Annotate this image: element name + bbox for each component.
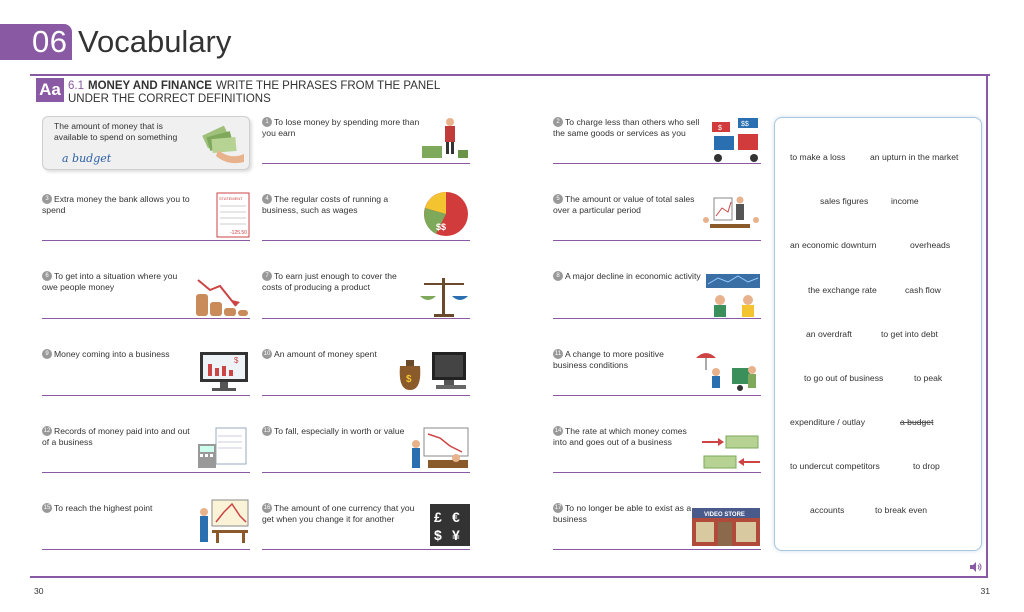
phrase[interactable]: the exchange rate xyxy=(808,285,877,295)
definition-item: 17 To no longer be able to exist as a business xyxy=(553,503,692,524)
peak-chart-icon xyxy=(198,498,250,546)
balance-scale-icon xyxy=(418,274,470,318)
money-hand-icon xyxy=(200,120,246,164)
svg-text:$: $ xyxy=(406,374,412,385)
answer-line[interactable] xyxy=(262,549,470,550)
answer-line[interactable] xyxy=(553,318,761,319)
phrase[interactable]: an upturn in the market xyxy=(870,152,959,162)
answer-line[interactable] xyxy=(42,472,250,473)
phrase[interactable]: an economic downturn xyxy=(790,240,877,250)
answer-line[interactable] xyxy=(553,240,761,241)
definition-item: 9 Money coming into a business xyxy=(42,349,192,360)
stock-screens-icon xyxy=(704,272,762,318)
answer-line[interactable] xyxy=(262,163,470,164)
answer-line[interactable] xyxy=(42,395,250,396)
svg-text:$$: $$ xyxy=(436,222,447,232)
svg-text:¥: ¥ xyxy=(452,527,460,543)
answer-line[interactable] xyxy=(553,472,761,473)
definition-item: 5 The amount or value of total sales over a particular period xyxy=(553,194,695,215)
man-losing-money-icon xyxy=(420,116,470,162)
definition-item: 6 To get into a situation where you owe people money xyxy=(42,271,178,292)
answer-line[interactable] xyxy=(42,549,250,550)
svg-text:$: $ xyxy=(234,356,239,365)
answer-line[interactable] xyxy=(42,240,250,241)
phrase[interactable]: cash flow xyxy=(905,285,941,295)
definition-item: 8 A major decline in economic activity xyxy=(553,271,703,282)
svg-text:£: £ xyxy=(434,509,442,525)
svg-text:-125.50: -125.50 xyxy=(230,230,247,236)
definition-item: 3 Extra money the bank allows you to spend xyxy=(42,194,190,215)
aa-badge: Aa xyxy=(36,78,64,102)
svg-text:$$: $$ xyxy=(741,121,749,128)
svg-text:$: $ xyxy=(434,527,442,543)
definition-item: 7 To earn just enough to cover the costs of producing a product xyxy=(262,271,397,292)
bank-statement-icon xyxy=(216,192,250,238)
money-bag-computer-icon xyxy=(396,350,470,392)
computer-chart-icon xyxy=(198,350,250,392)
answer-line[interactable] xyxy=(262,318,470,319)
phrase[interactable]: to break even xyxy=(875,505,928,515)
chapter-number: 06 xyxy=(32,24,68,59)
phrase[interactable]: to make a loss xyxy=(790,152,846,162)
coins-decline-icon xyxy=(194,276,250,318)
page-number-left: 30 xyxy=(34,586,44,596)
definition-item: 12 Records of money paid into and out of a business xyxy=(42,426,190,447)
phrase[interactable]: to go out of business xyxy=(804,373,884,383)
upturn-people-icon xyxy=(690,348,760,392)
exercise-title: MONEY AND FINANCE xyxy=(88,80,212,92)
page-number-right: 31 xyxy=(980,586,990,596)
phrase[interactable]: to get into debt xyxy=(881,329,938,339)
phrase[interactable]: expenditure / outlay xyxy=(790,417,866,427)
definition-item: 1 To lose money by spending more than you earn xyxy=(262,117,420,138)
phrase[interactable]: overheads xyxy=(910,240,951,250)
svg-text:STATEMENT: STATEMENT xyxy=(219,196,243,201)
answer-line[interactable] xyxy=(262,395,470,396)
market-stall-icon xyxy=(710,114,762,164)
phrase[interactable]: sales figures xyxy=(820,196,869,206)
phrase[interactable]: accounts xyxy=(810,505,845,515)
instruction-line-2: UNDER THE CORRECT DEFINITIONS xyxy=(68,93,271,105)
pie-chart-icon xyxy=(422,190,470,238)
phrase[interactable]: to undercut competitors xyxy=(790,461,880,471)
definition-item: 11 A change to more positive business conditions xyxy=(553,349,664,370)
example-definition: The amount of money that is available to spend on something xyxy=(54,121,178,142)
falling-chart-icon xyxy=(410,426,470,472)
answer-line[interactable] xyxy=(553,395,761,396)
definition-item: 14 The rate at which money comes into and goes out of a business xyxy=(553,426,687,447)
definition-item: 13 To fall, especially in worth or value xyxy=(263,426,405,436)
phrase[interactable]: to peak xyxy=(914,373,943,383)
accounts-documents-icon xyxy=(196,426,250,470)
speaker-icon[interactable] xyxy=(970,562,982,572)
exercise-instruction xyxy=(68,80,448,106)
phrase[interactable]: an overdraft xyxy=(806,329,852,339)
svg-text:€: € xyxy=(452,509,460,525)
instruction-line-1: WRITE THE PHRASES FROM THE PANEL xyxy=(215,80,441,92)
cash-flow-arrows-icon xyxy=(700,432,762,470)
phrase-struck: a budget xyxy=(900,417,934,427)
answer-line[interactable] xyxy=(262,472,470,473)
example-answer: a budget xyxy=(62,152,112,165)
phrase[interactable]: to drop xyxy=(913,461,940,471)
definition-item: 16 The amount of one currency that you get when you change it for another xyxy=(262,503,415,524)
video-store-icon xyxy=(690,506,762,548)
currency-exchange-icon xyxy=(430,504,470,546)
sales-meeting-icon xyxy=(700,194,762,238)
phrase[interactable]: income xyxy=(891,196,919,206)
definition-item: 4 The regular costs of running a business, such as wages xyxy=(262,194,389,215)
definition-item: 10 An amount of money spent xyxy=(263,349,377,359)
svg-text:$: $ xyxy=(718,125,722,132)
definition-item: 15 To reach the highest point xyxy=(43,503,153,513)
definition-item: 2 To charge less than others who sell the same goods or services as you xyxy=(553,117,700,138)
exercise-number: 6.1 xyxy=(68,80,84,92)
answer-line[interactable] xyxy=(42,318,250,319)
chapter-title: Vocabulary xyxy=(78,24,232,59)
answer-line[interactable] xyxy=(262,240,470,241)
svg-text:VIDEO STORE: VIDEO STORE xyxy=(704,512,745,518)
answer-line[interactable] xyxy=(553,549,761,550)
